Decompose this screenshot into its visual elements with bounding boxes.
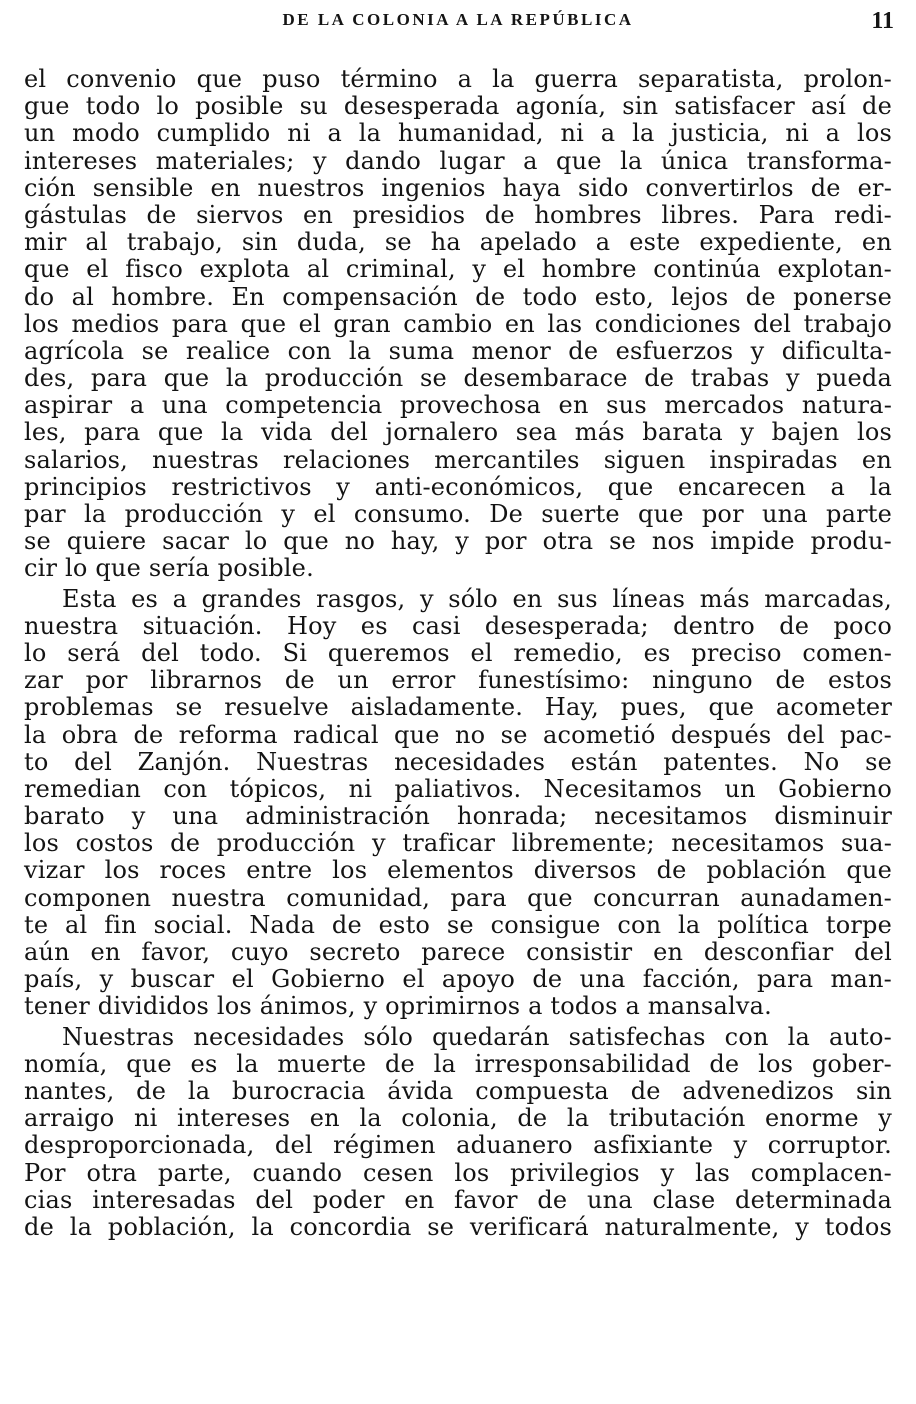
text-line: que el fisco explota al criminal, y el hombre continúa explotan- xyxy=(24,255,892,284)
text-line: país, y buscar el Gobierno el apoyo de una facción, para man- xyxy=(24,965,892,994)
text-line: mir al trabajo, sin duda, se ha apelado a este expediente, en xyxy=(24,228,892,257)
text-line: lo será del todo. Si queremos el remedio, es preciso comen- xyxy=(24,638,892,667)
text-line: par la producción y el consumo. De suerte que por una parte xyxy=(24,500,892,528)
text-line: remedian con tópicos, ni paliativos. Necesitamos un Gobierno xyxy=(24,774,892,803)
text-line: principios restrictivos y anti-económicos, que encarecen a la xyxy=(24,472,892,501)
text-line: Esta es a grandes rasgos, y sólo en sus líneas más marcadas, xyxy=(62,584,892,613)
text-line: Por otra parte, cuando cesen los privilegios y las complacen- xyxy=(24,1158,892,1187)
text-line: nomía, que es la muerte de la irresponsabilidad de los gober- xyxy=(24,1049,892,1078)
text-line: aún en favor, cuyo secreto parece consistir en desconfiar del xyxy=(24,938,892,966)
paragraph xyxy=(24,1024,892,1242)
text-line: cias interesadas del poder en favor de una clase determinada xyxy=(24,1185,892,1214)
text-line: agrícola se realice con la suma menor de esfuerzos y dificulta- xyxy=(24,336,892,365)
text-line: intereses materiales; y dando lugar a que la única transforma- xyxy=(24,146,892,175)
text-line: de la población, la concordia se verificará naturalmente, y todos xyxy=(24,1212,892,1241)
text-line: componen nuestra comunidad, para que concurran aunadamen- xyxy=(24,883,892,912)
text-line: des, para que la producción se desembarace de trabas y pueda xyxy=(24,364,892,393)
text-line: los medios para que el gran cambio en las condiciones del trabajo xyxy=(24,309,892,338)
text-line: Nuestras necesidades sólo quedarán satisfechas con la auto- xyxy=(62,1022,892,1051)
running-title: DE LA COLONIA A LA REPÚBLICA xyxy=(282,10,634,29)
text-line: to del Zanjón. Nuestras necesidades están patentes. No se xyxy=(24,747,892,776)
text-line: aspirar a una competencia provechosa en sus mercados natura- xyxy=(24,391,892,420)
text-line: te al fin social. Nada de esto se consigue con la política torpe xyxy=(24,910,892,939)
text-line: vizar los roces entre los elementos diversos de población que xyxy=(24,856,892,885)
page-header xyxy=(22,8,894,40)
paragraph xyxy=(24,66,892,583)
text-line: gástulas de siervos en presidios de hombres libres. Para redi- xyxy=(24,200,892,229)
paragraph xyxy=(24,586,892,1021)
text-line: gue todo lo posible su desesperada agonía, sin satisfacer así de xyxy=(24,92,892,121)
page-number: 11 xyxy=(871,8,894,34)
text-line: se quiere sacar lo que no hay, y por otra se nos impide produ- xyxy=(24,527,892,556)
text-line: tener divididos los ánimos, y oprimirnos a todos a mansalva. xyxy=(24,992,772,1021)
text-line: la obra de reforma radical que no se acometió después del pac- xyxy=(24,720,892,749)
text-line: barato y una administración honrada; necesitamos disminuir xyxy=(24,802,892,831)
text-line: ción sensible en nuestros ingenios haya sido convertirlos de er- xyxy=(24,173,892,202)
text-line: salarios, nuestras relaciones mercantiles siguen inspiradas en xyxy=(24,445,892,474)
text-line: cir lo que sería posible. xyxy=(24,554,314,583)
text-line: problemas se resuelve aisladamente. Hay, pues, que acometer xyxy=(24,693,892,722)
text-line: nantes, de la burocracia ávida compuesta de advenedizos sin xyxy=(24,1076,892,1105)
text-line: desproporcionada, del régimen aduanero asfixiante y corruptor. xyxy=(24,1131,892,1160)
text-line: un modo cumplido ni a la humanidad, ni a la justicia, ni a los xyxy=(24,119,892,148)
body-text xyxy=(24,66,892,1241)
text-line: les, para que la vida del jornalero sea más barata y bajen los xyxy=(24,418,892,447)
text-line: el convenio que puso término a la guerra separatista, prolon- xyxy=(24,65,892,93)
text-line: arraigo ni intereses en la colonia, de la tributación enorme y xyxy=(24,1104,892,1133)
text-line: zar por librarnos de un error funestísimo: ninguno de estos xyxy=(24,666,892,695)
text-line: los costos de producción y traficar libremente; necesitamos sua- xyxy=(24,829,892,858)
text-line: nuestra situación. Hoy es casi desesperada; dentro de poco xyxy=(24,611,892,640)
text-line: do al hombre. En compensación de todo esto, lejos de ponerse xyxy=(24,282,892,311)
